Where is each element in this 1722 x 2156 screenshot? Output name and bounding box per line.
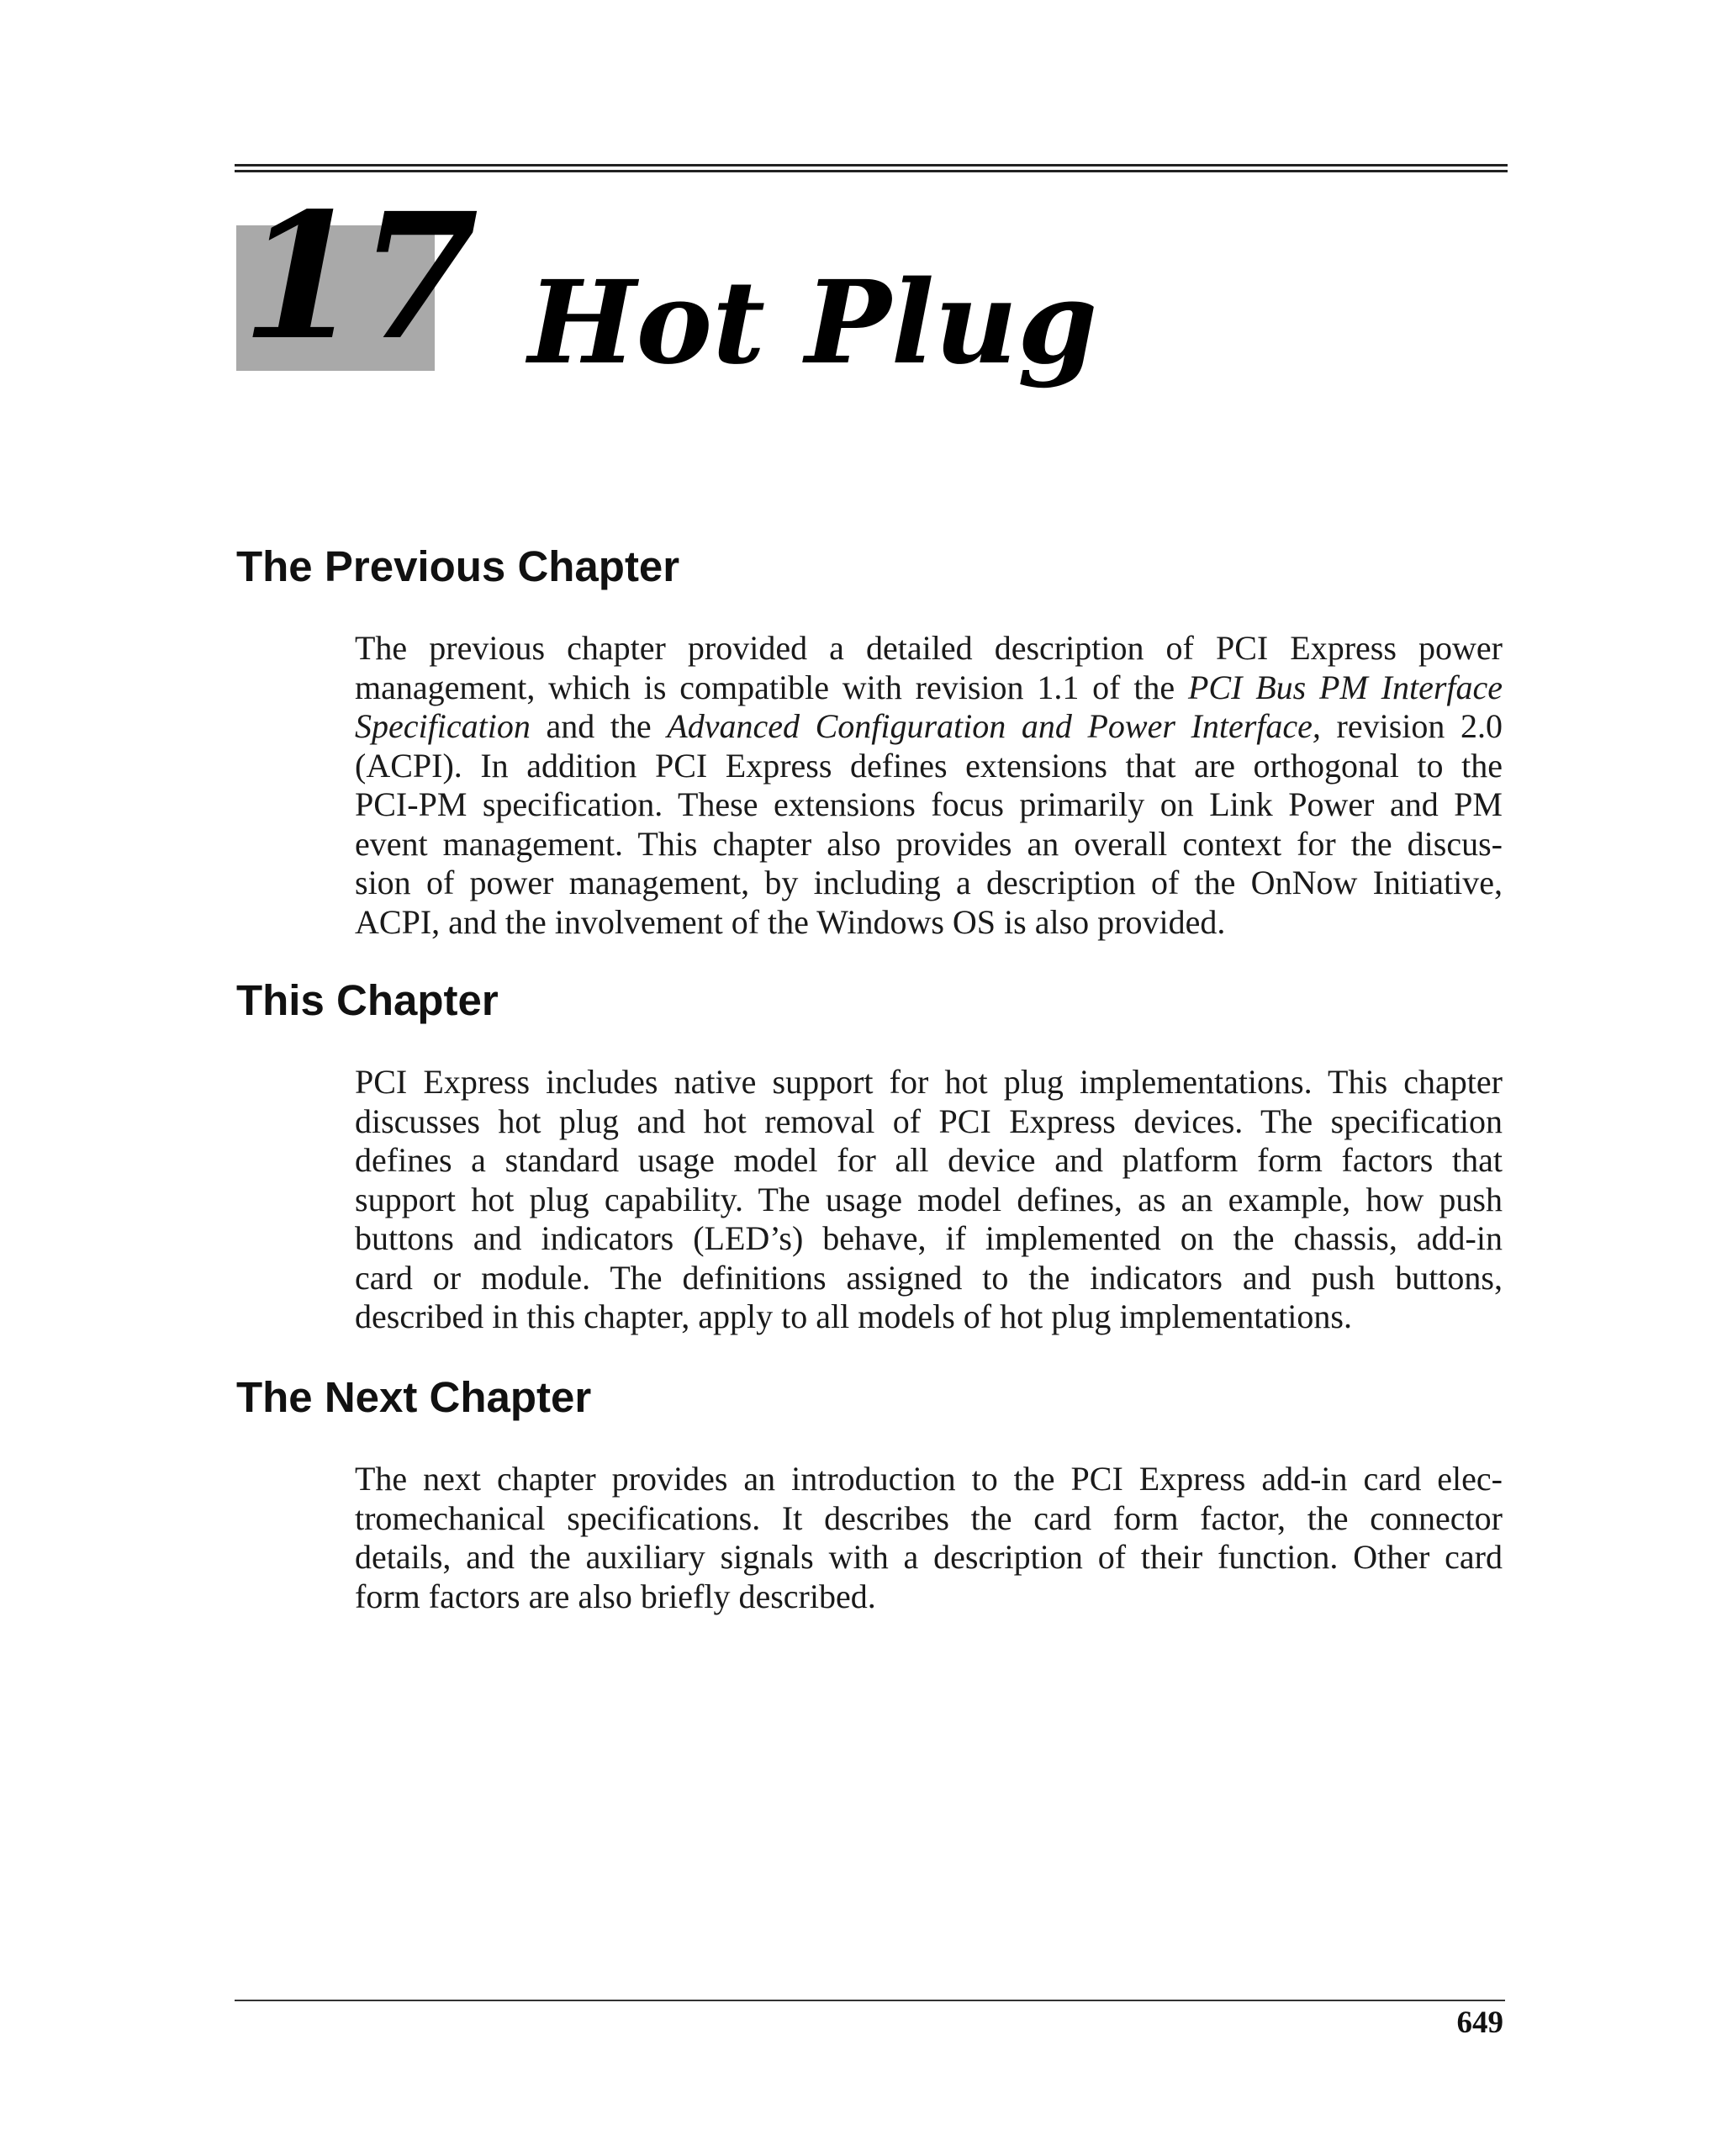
section-heading-next-chapter: The Next Chapter bbox=[236, 1373, 592, 1421]
top-double-rule bbox=[235, 164, 1508, 172]
body-line: form factors are also briefly described. bbox=[355, 1577, 876, 1615]
body-line: ACPI, and the involvement of the Windows OS is also provided. bbox=[355, 902, 1226, 941]
body-line: The previous chapter provided a detailed description of PCI Express power bbox=[355, 629, 1503, 667]
body-line: PCI-PM specification. These extensions focus primarily on Link Power and PM bbox=[355, 785, 1503, 823]
body-line: buttons and indicators (LED’s) behave, if implemented on the chassis, add-in bbox=[355, 1219, 1503, 1257]
section-heading-previous-chapter: The Previous Chapter bbox=[236, 542, 680, 590]
chapter-title: Hot Plug bbox=[528, 256, 1098, 390]
section-body-this-chapter bbox=[355, 1063, 1503, 1337]
body-line: support hot plug capability. The usage model defines, as an example, how push bbox=[355, 1180, 1503, 1218]
page-number: 649 bbox=[1456, 2005, 1503, 2040]
body-line: card or module. The definitions assigned to the indicators and push buttons, bbox=[355, 1258, 1503, 1297]
section-body-previous-chapter bbox=[355, 629, 1503, 942]
body-line: described in this chapter, apply to all models of hot plug implementations. bbox=[355, 1297, 1352, 1335]
body-line: details, and the auxiliary signals with a description of their function. Other card bbox=[355, 1538, 1503, 1576]
body-line: sion of power management, by including a description of the OnNow Initiative, bbox=[355, 864, 1503, 901]
section-heading-this-chapter: This Chapter bbox=[236, 976, 499, 1024]
body-line: Specification and the Advanced Configuration and Power Interface, revision 2.0 bbox=[355, 707, 1503, 745]
italic-spec-title: PCI Bus PM Interface bbox=[1188, 668, 1503, 706]
body-line: discusses hot plug and hot removal of PCI Express devices. The specification bbox=[355, 1102, 1503, 1140]
chapter-number: 17 bbox=[241, 175, 476, 378]
italic-spec-title: Specification bbox=[355, 707, 531, 745]
footer-rule bbox=[235, 2000, 1505, 2001]
body-line: defines a standard usage model for all device and platform form factors that bbox=[355, 1141, 1503, 1179]
body-line: management, which is compatible with revision 1.1 of the PCI Bus PM Interface bbox=[355, 668, 1503, 706]
body-line: event management. This chapter also provides an overall context for the discus- bbox=[355, 824, 1503, 863]
body-line: PCI Express includes native support for hot plug implementations. This chapter bbox=[355, 1063, 1503, 1101]
body-line: tromechanical specifications. It describes the card form factor, the connector bbox=[355, 1498, 1503, 1537]
body-line: (ACPI). In addition PCI Express defines extensions that are orthogonal to the bbox=[355, 746, 1503, 785]
italic-spec-title: Advanced Configuration and Power Interface, bbox=[667, 707, 1321, 745]
body-line: The next chapter provides an introduction to the PCI Express add-in card elec- bbox=[355, 1460, 1503, 1498]
section-body-next-chapter bbox=[355, 1460, 1503, 1616]
